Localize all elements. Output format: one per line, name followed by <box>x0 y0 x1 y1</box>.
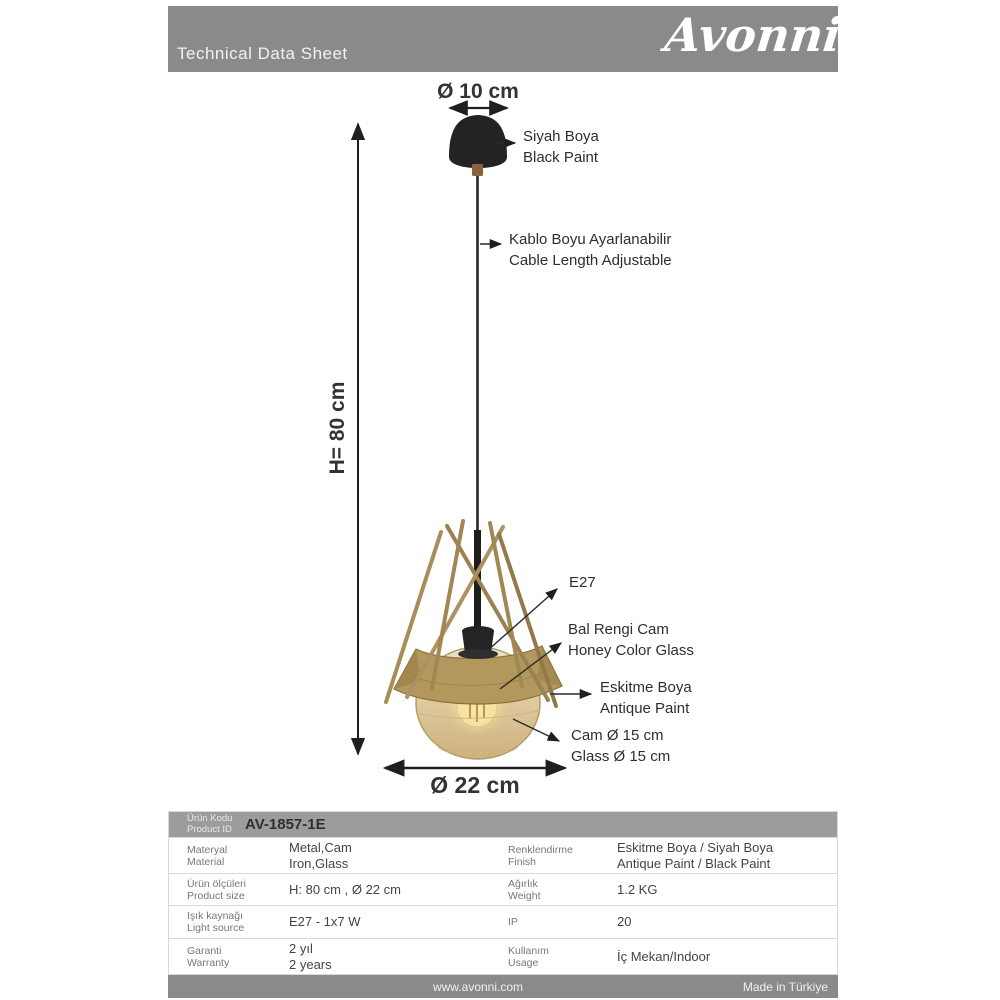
page-title: Technical Data Sheet <box>177 44 348 63</box>
row-value-left: 2 yıl 2 years <box>289 940 332 972</box>
row-value-right: 1.2 KG <box>617 881 658 897</box>
row-label-right: IP <box>508 916 518 928</box>
row-label-left: Garanti Warranty <box>187 944 230 969</box>
row-value-right: 20 <box>617 914 632 929</box>
annotation-black-paint <box>523 126 599 168</box>
annotation-line-en: Antique Paint <box>600 700 690 717</box>
table-row-material <box>169 838 837 874</box>
annotation-glass-diameter <box>571 725 670 767</box>
row-value-left: H: 80 cm , Ø 22 cm <box>289 881 401 897</box>
footer-origin: Made in Türkiye <box>742 979 828 994</box>
product-code-value: AV-1857-1E <box>245 816 326 833</box>
table-row-warranty <box>169 939 837 974</box>
dimension-height-label: H= 80 cm <box>326 381 349 475</box>
footer-website: www.avonni.com <box>432 979 524 994</box>
socket-flange <box>458 649 498 659</box>
row-label-left: Materyal Material <box>187 843 228 868</box>
annotation-cable <box>509 229 672 271</box>
annotation-honey-glass <box>568 619 694 661</box>
row-value-left: E27 - 1x7 W <box>289 914 361 929</box>
annotation-line-tr: Eskitme Boya <box>600 679 692 696</box>
product-code-label: Ürün Kodu Product ID <box>187 813 233 835</box>
annotation-e27 <box>569 572 596 593</box>
annotation-line-tr: Kablo Boyu Ayarlanabilir <box>509 231 672 248</box>
spec-table <box>168 811 838 975</box>
annotation-line-en: Honey Color Glass <box>568 642 694 659</box>
annotation-line-en: Glass Ø 15 cm <box>571 748 671 765</box>
brand-logo: Avonni <box>662 8 844 62</box>
row-value-right: Eskitme Boya / Siyah Boya Antique Paint / Black Paint <box>617 839 774 871</box>
row-label-right: Ağırlık Weight <box>508 877 541 902</box>
row-value-right: İç Mekan/Indoor <box>617 948 711 964</box>
annotation-line-en: Black Paint <box>523 149 599 166</box>
table-row-light-source <box>169 906 837 939</box>
row-label-left: Ürün ölçüleri Product size <box>187 877 246 902</box>
row-label-right: Renklendirme Finish <box>508 843 573 868</box>
annotation-line-tr: Siyah Boya <box>523 128 599 145</box>
row-label-right: Kullanım Usage <box>508 944 549 969</box>
ceiling-canopy <box>449 115 507 168</box>
dimension-bottom-label: Ø 22 cm <box>430 772 520 798</box>
row-value-left: Metal,Cam Iron,Glass <box>289 839 352 871</box>
footer-bar <box>168 975 838 998</box>
annotation-line: E27 <box>569 574 596 591</box>
dimension-top-label: Ø 10 cm <box>437 80 519 103</box>
table-row-size <box>169 874 837 906</box>
cable-connector <box>472 164 483 176</box>
annotation-line-en: Cable Length Adjustable <box>509 252 672 269</box>
annotation-line-tr: Cam Ø 15 cm <box>571 727 664 744</box>
table-row-product-code <box>169 812 837 838</box>
row-label-left: Işık kaynağı Light source <box>187 910 245 934</box>
annotation-line-tr: Bal Rengi Cam <box>568 621 669 638</box>
annotation-antique-paint <box>600 677 692 719</box>
